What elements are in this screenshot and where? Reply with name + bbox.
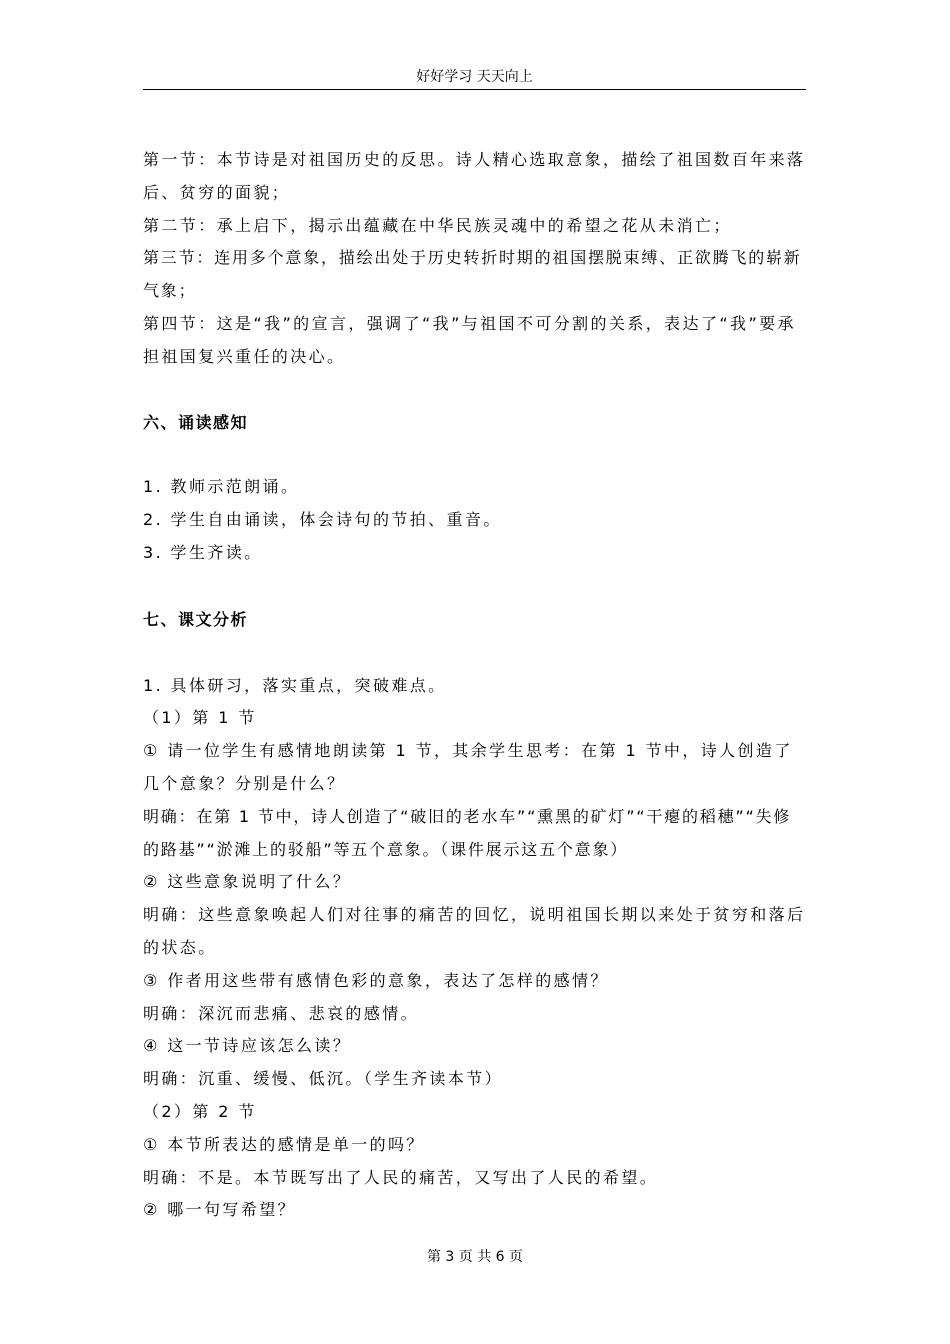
analysis-line: ① 本节所表达的感情是单一的吗？ xyxy=(143,1134,425,1154)
summary-section-3: 第三节：连用多个意象，描绘出处于历史转折时期的祖国摆脱束缚、正欲腾飞的崭新气象； xyxy=(143,248,802,301)
recite-item: 1. 教师示范朗诵。 xyxy=(143,477,300,497)
spacer xyxy=(143,374,807,407)
analysis-line: 明确：在第 1 节中，诗人创造了“破旧的老水车”“熏黑的矿灯”“干瘪的稻穗”“失修的路基”“淤滩上的驳船”等五个意象。（课件展示这五个意象） xyxy=(143,806,792,859)
heading-recite: 六、诵读感知 xyxy=(143,412,249,432)
summary-section-4: 第四节：这是“我”的宣言，强调了“我”与祖国不可分割的关系，表达了“我”要承担祖国复兴重任的决心。 xyxy=(143,313,796,366)
analysis-line: ④ 这一节诗应该怎么读？ xyxy=(143,1036,352,1056)
analysis-line: 明确：深沉而悲痛、悲哀的感情。 xyxy=(143,1003,420,1023)
analysis-line: 明确：不是。本节既写出了人民的痛苦，又写出了人民的希望。 xyxy=(143,1167,659,1187)
summary-section-2: 第二节：承上启下，揭示出蕴藏在中华民族灵魂中的希望之花从未消亡； xyxy=(143,215,732,235)
recite-item: 2. 学生自由诵读，体会诗句的节拍、重音。 xyxy=(143,510,502,530)
header-title: 好好学习 天天向上 xyxy=(416,69,533,85)
document-body xyxy=(143,144,807,1227)
page-header xyxy=(143,66,806,90)
analysis-line: ③ 作者用这些带有感情色彩的意象，表达了怎样的感情？ xyxy=(143,970,609,990)
page-number: 第 3 页 共 6 页 xyxy=(426,1249,524,1265)
analysis-line: ② 这些意象说明了什么？ xyxy=(143,872,352,892)
analysis-line: 1. 具体研习，落实重点，突破难点。 xyxy=(143,675,447,695)
heading-analysis: 七、课文分析 xyxy=(143,609,249,629)
spacer xyxy=(143,637,807,670)
analysis-line: （1）第 1 节 xyxy=(143,708,257,728)
analysis-line: ② 哪一句写希望？ xyxy=(143,1200,297,1220)
recite-item: 3. 学生齐读。 xyxy=(143,542,263,562)
analysis-line: ① 请一位学生有感情地朗读第 1 节，其余学生思考：在第 1 节中，诗人创造了几个意象？分别是什么？ xyxy=(143,741,793,793)
analysis-line: 明确：沉重、缓慢、低沉。（学生齐读本节） xyxy=(143,1069,504,1089)
analysis-line: 明确：这些意象唤起人们对往事的痛苦的回忆，说明祖国长期以来处于贫穷和落后的状态。 xyxy=(143,905,806,957)
spacer xyxy=(143,439,807,471)
summary-section-1: 第一节：本节诗是对祖国历史的反思。诗人精心选取意象，描绘了祖国数百年来落后、贫穷的面貌； xyxy=(143,150,806,202)
analysis-line: （2）第 2 节 xyxy=(143,1101,257,1121)
spacer xyxy=(143,570,807,604)
page-footer xyxy=(0,1247,950,1267)
